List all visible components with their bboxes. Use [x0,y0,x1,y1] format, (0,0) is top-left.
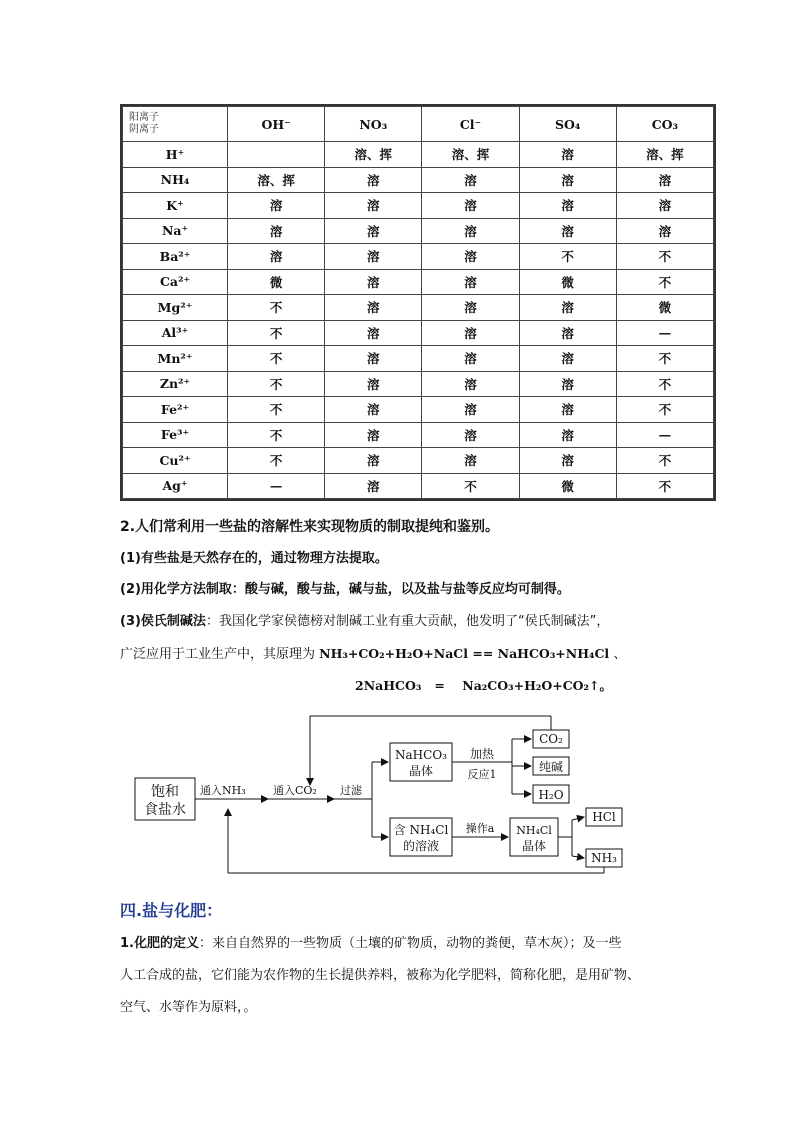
solubility-cell: 溶 [422,244,519,270]
solubility-cell: 溶 [422,193,519,219]
fertilizer-definition-line3: 空气、水等作为原料，。 [120,1000,257,1015]
cation-cell: Mg²⁺ [123,295,228,321]
table-row [123,167,714,193]
solubility-cell: 溶 [422,320,519,346]
solubility-cell: 溶 [519,193,616,219]
solubility-cell: 溶 [519,397,616,423]
solubility-cell: 溶 [325,193,422,219]
solubility-cell: 微 [616,295,713,321]
cation-cell: Zn²⁺ [123,371,228,397]
solubility-cell: 溶 [325,218,422,244]
column-header: CO₃ [616,107,713,142]
solubility-cell: 溶 [519,320,616,346]
flow-out-nh3: NH₃ [591,851,617,865]
solubility-cell: 溶 [325,167,422,193]
fertilizer-definition-text: ：来自自然界的一些物质（土壤的矿物质，动物的粪便，草木灰）；及一些 [198,936,622,951]
solubility-cell: 溶 [325,448,422,474]
flow-out-h2o: H₂O [538,788,564,802]
solubility-cell: 不 [616,244,713,270]
solubility-cell: 不 [228,397,325,423]
solubility-cell: — [616,320,713,346]
table-row [123,422,714,448]
solubility-cell: 溶 [325,371,422,397]
equation-1-tail: 、 [609,647,627,662]
solubility-cell: — [228,473,325,499]
solubility-cell: 溶 [422,269,519,295]
solubility-cell: 溶 [519,142,616,168]
solubility-cell: 不 [228,346,325,372]
solubility-cell: 溶 [519,346,616,372]
table-row [123,346,714,372]
flow-op-a: 操作a [465,822,495,835]
flow-out-hcl: HCl [592,810,616,824]
paragraph-2-2: (2)用化学方法制取：酸与碱，酸与盐，碱与盐，以及盐与盐等反应均可制得。 [120,582,570,597]
solubility-cell: 不 [616,269,713,295]
solubility-cell: 溶 [422,422,519,448]
flow-step-nh3: 通入NH₃ [200,784,246,797]
solubility-cell: 溶 [616,218,713,244]
table-row [123,295,714,321]
solubility-cell: 溶 [228,193,325,219]
table-row [123,473,714,499]
solubility-cell: 溶 [325,244,422,270]
solubility-cell: 溶、挥 [228,167,325,193]
cation-cell: Fe³⁺ [123,422,228,448]
solubility-cell: 不 [616,448,713,474]
flow-step-co2: 通入CO₂ [273,784,317,797]
cation-cell: K⁺ [123,193,228,219]
flow-filtrate-line1: 含 NH₄Cl [393,823,449,837]
table-row [123,244,714,270]
cation-cell: Ag⁺ [123,473,228,499]
column-header: SO₄ [519,107,616,142]
cation-cell: Ca²⁺ [123,269,228,295]
solubility-cell: 溶 [519,295,616,321]
solubility-table [122,106,714,499]
table-row [123,142,714,168]
flow-brine-line1: 饱和 [151,784,179,800]
hou-method-label: (3)侯氏制碱法 [120,614,206,629]
paragraph-2-3 [120,613,609,631]
table-row [123,448,714,474]
flow-nahco3-line2: 晶体 [408,764,434,778]
solubility-cell: 溶 [519,218,616,244]
solubility-cell: 溶 [325,295,422,321]
equation-1: NH₃+CO₂+H₂O+NaCl == NaHCO₃+NH₄Cl [319,646,610,661]
solubility-cell: 不 [228,422,325,448]
solubility-cell: 微 [519,473,616,499]
solubility-cell: 溶 [422,167,519,193]
solubility-cell: 溶 [519,371,616,397]
solubility-cell: 溶 [422,218,519,244]
solubility-cell: 溶 [325,397,422,423]
cation-cell: Fe²⁺ [123,397,228,423]
cation-cell: Cu²⁺ [123,448,228,474]
solubility-cell: 溶、挥 [616,142,713,168]
solubility-cell: 溶 [325,422,422,448]
flow-nh4cl-line2: 晶体 [521,839,547,853]
solubility-cell: — [616,422,713,448]
solubility-cell: 不 [616,473,713,499]
solubility-cell: 溶 [422,346,519,372]
solubility-cell: 微 [519,269,616,295]
table-header-row [123,107,714,142]
column-header: Cl⁻ [422,107,519,142]
solubility-cell: 不 [616,346,713,372]
solubility-cell: 溶 [422,295,519,321]
solubility-cell: 溶 [228,218,325,244]
solubility-cell: 溶 [325,269,422,295]
solubility-cell: 不 [519,244,616,270]
flow-step-filter: 过滤 [340,784,362,797]
solubility-cell: 不 [228,320,325,346]
fertilizer-definition-label: 1.化肥的定义 [120,936,199,951]
solubility-cell: 溶 [519,422,616,448]
hou-process-flowchart [120,710,640,875]
cation-cell: NH₄ [123,167,228,193]
solubility-cell: 微 [228,269,325,295]
cation-cell: Na⁺ [123,218,228,244]
solubility-cell: 不 [228,371,325,397]
flow-out-co2: CO₂ [539,732,563,746]
cation-cell: Ba²⁺ [123,244,228,270]
section-4-title: 四.盐与化肥： [120,901,223,920]
solubility-cell: 溶 [325,473,422,499]
table-row [123,371,714,397]
solubility-cell: 溶 [519,448,616,474]
solubility-cell: 不 [422,473,519,499]
table-row [123,218,714,244]
flow-heat-label: 加热 [469,747,495,761]
solubility-cell: 溶 [519,167,616,193]
cation-cell: Al³⁺ [123,320,228,346]
solubility-cell: 不 [228,448,325,474]
solubility-cell: 不 [228,295,325,321]
flow-reaction-label: 反应1 [467,768,497,781]
flow-nahco3-line1: NaHCO₃ [395,748,447,762]
column-header: NO₃ [325,107,422,142]
paragraph-2-3-line2 [120,645,626,664]
principle-text: 广泛应用于工业生产中，其原理为 [120,647,316,662]
solubility-cell: 溶 [325,346,422,372]
corner-bottom-label: 阴离子 [129,124,159,135]
solubility-cell: 不 [616,371,713,397]
table-row [123,397,714,423]
column-header: OH⁻ [228,107,325,142]
hou-method-text: ：我国化学家侯德榜对制碱工业有重大贡献，他发明了“侯氏制碱法”， [205,614,610,629]
solubility-table-body [123,142,714,499]
paragraph-2-heading: 2.人们常利用一些盐的溶解性来实现物质的制取提纯和鉴别。 [120,519,500,535]
solubility-cell: 溶 [325,320,422,346]
solubility-cell: 溶、挥 [422,142,519,168]
table-row [123,269,714,295]
flow-nh4cl-line1: NH₄Cl [516,824,552,837]
solubility-cell: 溶 [616,167,713,193]
fertilizer-definition-line2: 人工合成的盐，它们能为农作物的生长提供养料，被称为化学肥料，简称化肥，是用矿物、 [120,968,641,983]
flow-filtrate-line2: 的溶液 [402,839,440,853]
solubility-cell [228,142,325,168]
solubility-cell: 溶 [616,193,713,219]
solubility-cell: 溶 [422,371,519,397]
solubility-cell: 溶 [422,397,519,423]
flow-brine-line2: 食盐水 [144,802,186,818]
solubility-cell: 不 [616,397,713,423]
corner-top-label: 阳离子 [129,112,159,123]
table-row [123,193,714,219]
equation-2: 2NaHCO₃ = Na₂CO₃+H₂O+CO₂↑。 [355,678,613,693]
paragraph-2-1: (1)有些盐是天然存在的，通过物理方法提取。 [120,551,388,566]
cation-cell: H⁺ [123,142,228,168]
cation-cell: Mn²⁺ [123,346,228,372]
solubility-cell: 溶、挥 [325,142,422,168]
solubility-cell: 溶 [422,448,519,474]
table-row [123,320,714,346]
fertilizer-definition [120,935,622,953]
flow-out-soda: 纯碱 [538,760,564,774]
table-corner-cell [123,107,228,142]
solubility-cell: 溶 [228,244,325,270]
